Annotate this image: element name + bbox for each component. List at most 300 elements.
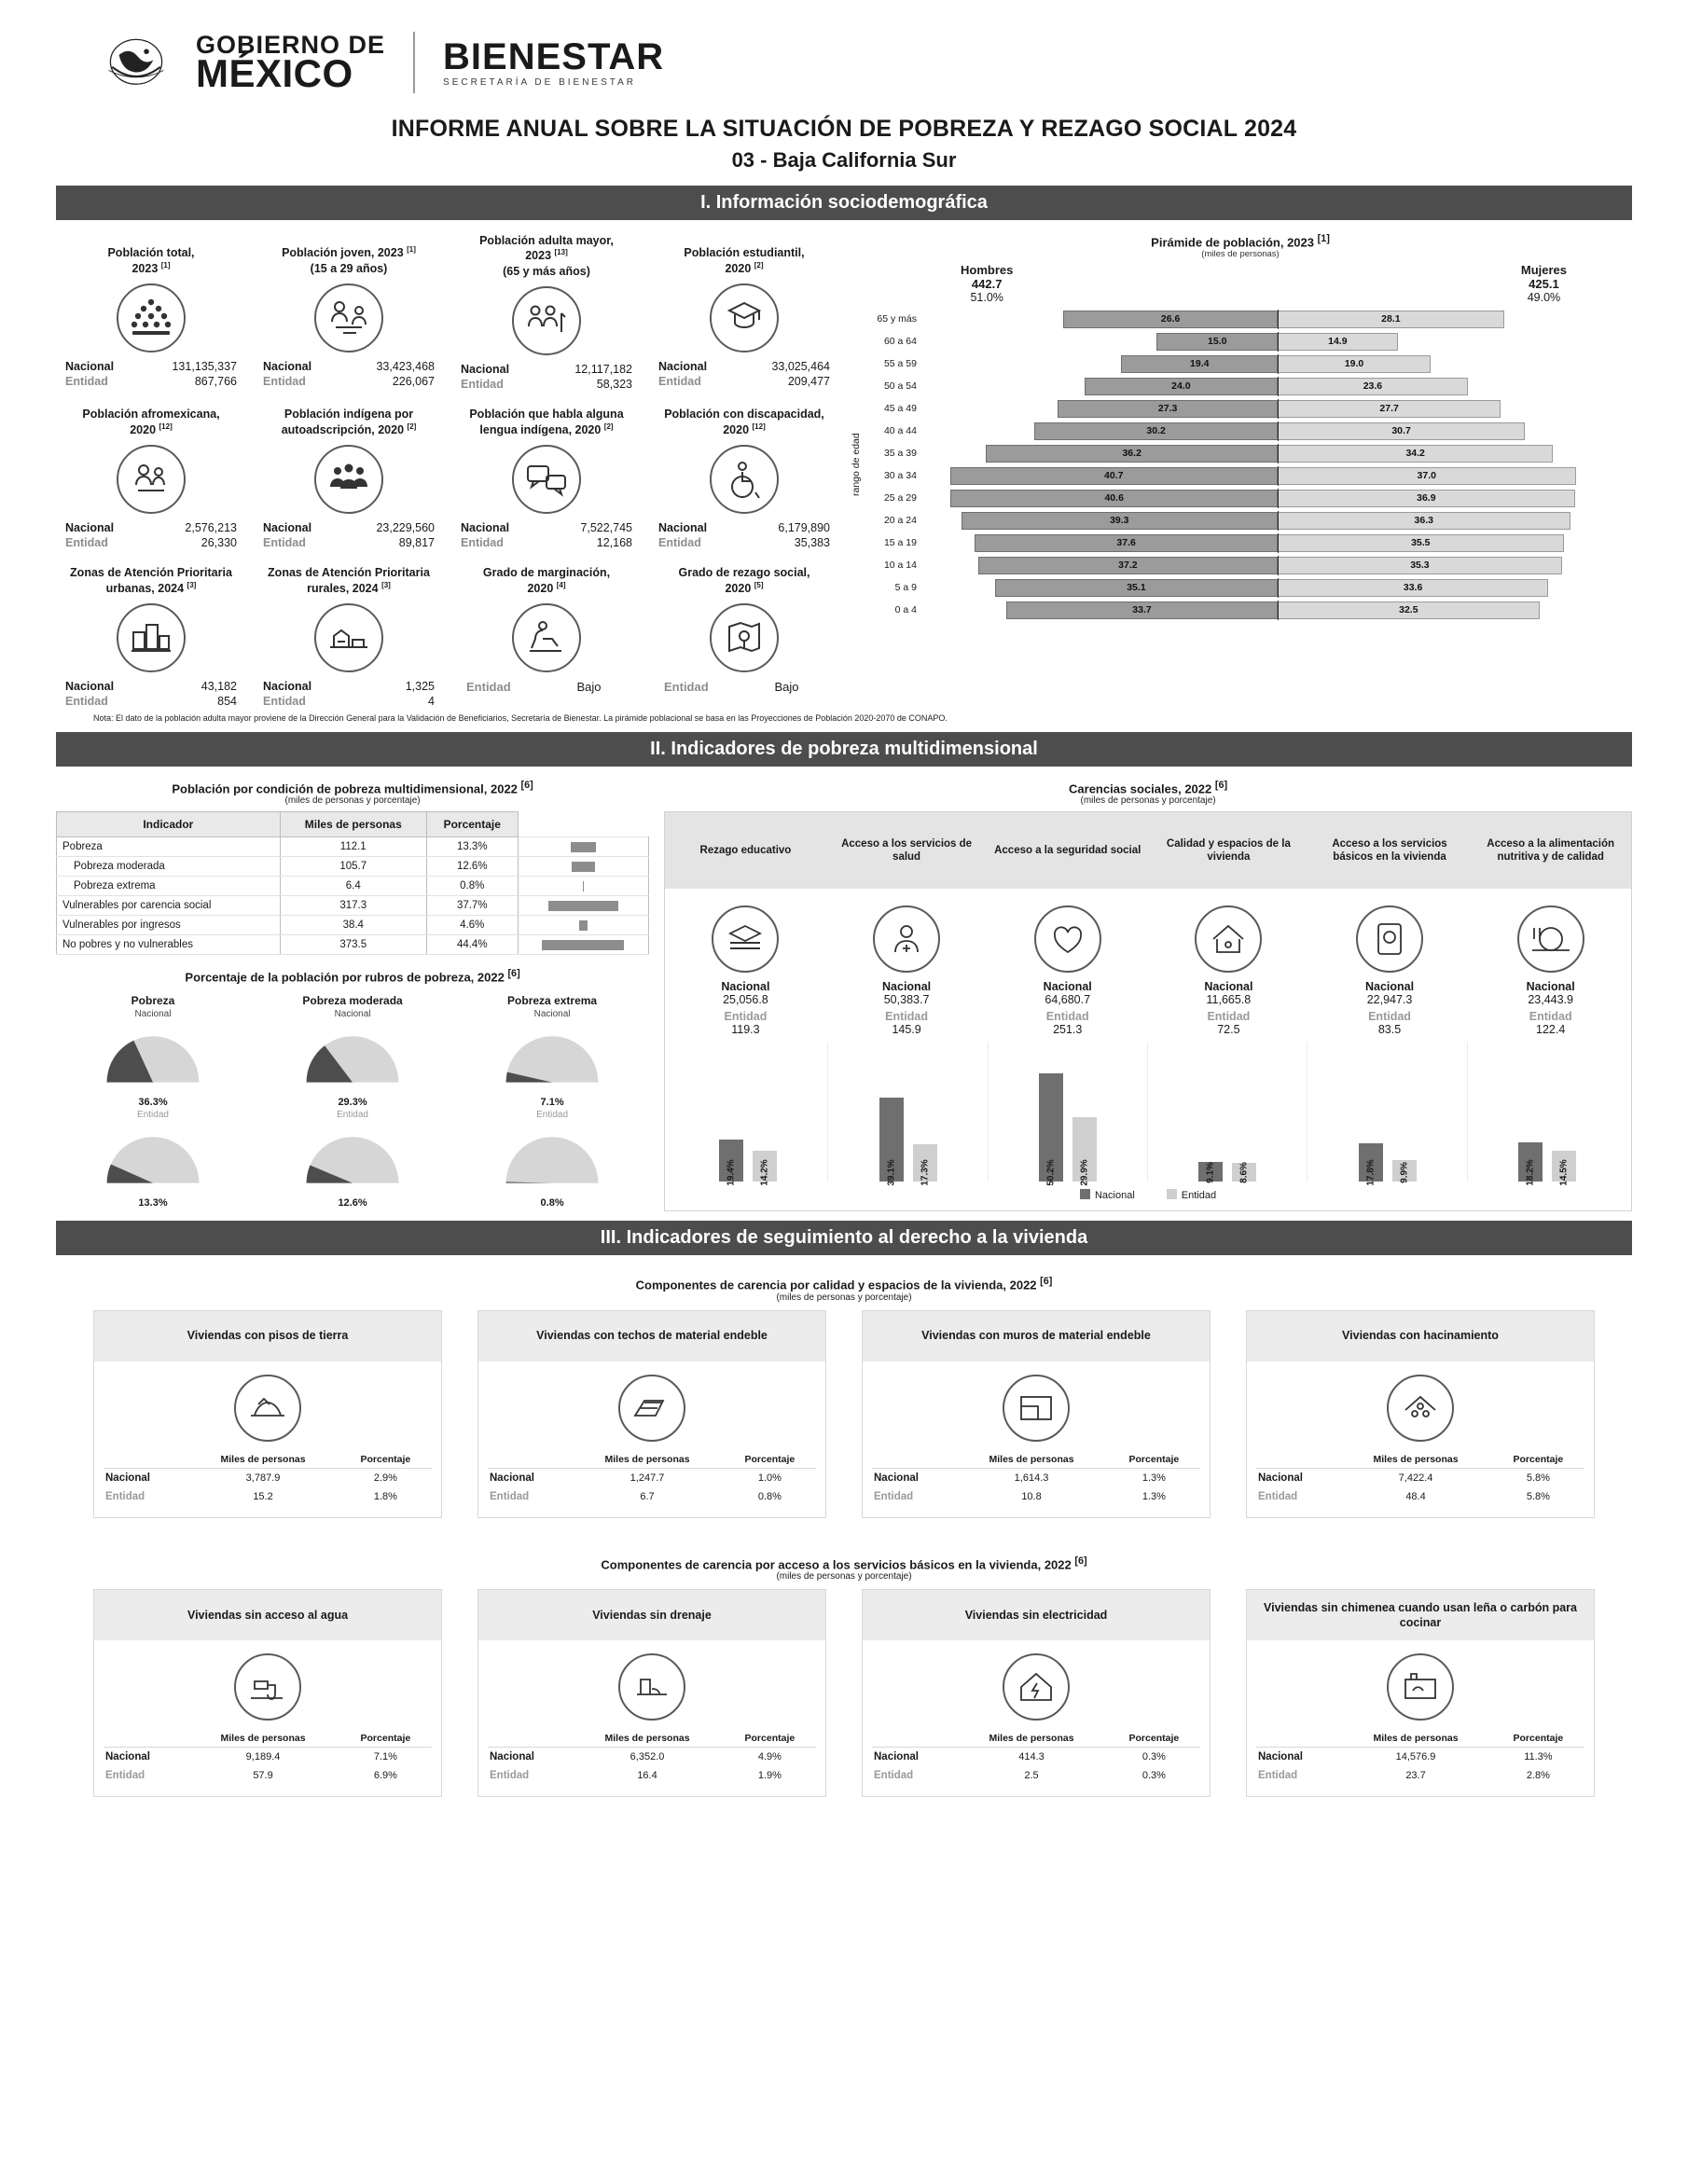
carencia-entidad-label: Entidad: [724, 1010, 768, 1024]
card-entidad-miles: 16.4: [637, 1769, 657, 1781]
carencias-bars: [665, 1042, 1631, 1186]
mujeres-total: 425.1: [1529, 277, 1559, 292]
indicator-sup: [1]: [407, 245, 416, 255]
entidad-label: Entidad: [461, 535, 504, 549]
col-porcentaje: Porcentaje: [426, 812, 518, 837]
piramide-legend-hombres: [961, 263, 1013, 304]
cell-miles: 317.3: [280, 896, 426, 916]
piramide-subtitle: (miles de personas): [1201, 249, 1280, 260]
indicator-title: Población estudiantil,: [684, 246, 805, 260]
carencia-entidad-label: Entidad: [1529, 1010, 1572, 1024]
nacional-value: 33,025,464: [771, 360, 830, 373]
cell-porcentaje: 0.8%: [426, 877, 518, 896]
card-entidad-pct: 0.3%: [1141, 1769, 1166, 1781]
cell-barra: [518, 935, 648, 955]
card-nacional-label: Nacional: [105, 1750, 150, 1762]
card-nacional-miles: 14,576.9: [1395, 1750, 1436, 1762]
card-nacional-miles: 1,247.7: [630, 1472, 665, 1484]
card-nacional-label: Nacional: [1258, 1750, 1303, 1762]
nacional-value: 33,423,468: [376, 360, 435, 373]
piramide-bar-hombres: 30.2: [1034, 422, 1278, 440]
table-row: [57, 857, 649, 877]
piramide-bar-mujeres: 36.3: [1278, 512, 1570, 530]
gauge-nacional-label: Nacional: [334, 1008, 371, 1019]
card-title: Viviendas sin chimenea cuando usan leña o carbón para cocinar: [1247, 1590, 1594, 1640]
piramide-bar-hombres: 24.0: [1085, 378, 1278, 395]
card-entidad-label: Entidad: [105, 1769, 145, 1781]
piramide-category: 50 a 54: [883, 380, 917, 393]
vivienda-card: [862, 1589, 1211, 1797]
poblacion-joven-icon: [314, 283, 383, 352]
nacional-value: 1,325: [405, 679, 435, 693]
adulta-mayor-icon: [512, 286, 581, 355]
seguridad-social-icon: [1034, 905, 1101, 973]
gauge-arc: [92, 1019, 214, 1092]
indicator-sup: [13]: [554, 248, 568, 257]
indicator-title: Grado de rezago social,: [678, 566, 810, 580]
table-row: [57, 877, 649, 896]
carencia-header: Rezago educativo: [699, 845, 792, 857]
card-col-empty: [488, 1451, 571, 1469]
indicator-sup: [3]: [381, 580, 391, 589]
card-table: [872, 1451, 1200, 1506]
card-title: Viviendas sin acceso al agua: [94, 1590, 441, 1640]
piramide-row: [864, 442, 1632, 464]
indicator-title-2: 2020: [725, 581, 754, 595]
carencias-title: Carencias sociales, 2022: [1069, 781, 1215, 796]
vivienda-card: [477, 1310, 826, 1518]
piramide-bar-mujeres: 36.9: [1278, 490, 1575, 507]
entidad-label: Entidad: [65, 375, 108, 388]
cell-barra: [518, 877, 648, 896]
card-col-pct: Porcentaje: [724, 1730, 816, 1748]
carencia-minichart: [828, 1042, 988, 1186]
card-nacional-pct: 0.3%: [1141, 1750, 1166, 1762]
piramide-row: [864, 375, 1632, 397]
gauge-entidad-value: 0.8%: [540, 1196, 564, 1209]
escudo-nacional-icon: [93, 33, 179, 92]
gauge-arc: [491, 1019, 613, 1092]
gauge-entidad: [256, 1120, 450, 1197]
poblacion-total-icon: [117, 283, 186, 352]
tabla-pobreza-title: Población por condición de pobreza multidimensional, 2022: [172, 781, 521, 796]
section-1-band: I. Información sociodemográfica: [56, 186, 1632, 220]
section-1-content: [56, 233, 1632, 708]
gauge-entidad: [455, 1120, 649, 1197]
card-row-nacional: [872, 1468, 1200, 1487]
cell-indicador: Pobreza: [57, 837, 281, 857]
table-row: [57, 896, 649, 916]
piramide-category: 40 a 44: [883, 425, 917, 437]
gauge-title: Pobreza moderada: [302, 993, 403, 1007]
table-header-row: [57, 812, 649, 837]
card-col-miles: Miles de personas: [955, 1451, 1107, 1469]
indicator-title-2: 2023: [525, 249, 555, 263]
cell-indicador: No pobres y no vulnerables: [57, 935, 281, 955]
gauge-nacional-value: 29.3%: [338, 1096, 367, 1108]
zap-rurales-icon: [314, 603, 383, 672]
carencia-nacional-miles: 64,680.7: [1045, 993, 1091, 1007]
card-entidad-label: Entidad: [874, 1490, 914, 1502]
piramide-row: [864, 599, 1632, 621]
vivienda-card: [477, 1589, 826, 1797]
basicos-sup: [6]: [1074, 1555, 1087, 1567]
piramide-bar-mujeres: 19.0: [1278, 355, 1431, 373]
card-nacional-miles: 7,422.4: [1398, 1472, 1433, 1484]
piramide-bar-hombres: 37.6: [975, 534, 1278, 552]
card-title: Viviendas con hacinamiento: [1247, 1311, 1594, 1362]
piramide-row: [864, 576, 1632, 599]
tabla-pobreza: [56, 811, 649, 955]
muros-endebles-icon: [1003, 1375, 1070, 1442]
cell-barra: [518, 857, 648, 877]
gauge-entidad-label: Entidad: [337, 1109, 368, 1120]
page-subtitle: 03 - Baja California Sur: [731, 148, 957, 172]
piramide-row: [864, 397, 1632, 420]
entidad-label: Entidad: [658, 375, 701, 388]
card-title: Viviendas con pisos de tierra: [94, 1311, 441, 1362]
entidad-label: Entidad: [65, 535, 108, 549]
card-nacional-pct: 7.1%: [373, 1750, 397, 1762]
vivienda-card: [1246, 1310, 1595, 1518]
carencia-minichart: [1308, 1042, 1467, 1186]
indicator-poblacion-joven: [254, 233, 444, 391]
indicator-sup: [12]: [752, 422, 766, 431]
card-col-empty: [104, 1451, 187, 1469]
indicator-title-2: lengua indígena, 2020: [479, 422, 604, 436]
piramide-bar-hombres: 36.2: [986, 445, 1278, 463]
entidad-label: Entidad: [263, 375, 306, 388]
cell-porcentaje: 12.6%: [426, 857, 518, 877]
estudiantil-icon: [710, 283, 779, 352]
carencias-header: [665, 812, 1631, 889]
card-nacional-label: Nacional: [105, 1472, 150, 1484]
hombres-label: Hombres: [961, 263, 1014, 278]
tabla-pobreza-subtitle: (miles de personas y porcentaje): [284, 795, 421, 807]
bienestar-wordmark: [443, 37, 664, 89]
indicator-zap-urbanas: [56, 553, 246, 708]
card-row-entidad: [872, 1487, 1200, 1506]
hombres-total: 442.7: [971, 277, 1003, 292]
page-title: INFORME ANUAL SOBRE LA SITUACIÓN DE POBREZA Y REZAGO SOCIAL 2024: [391, 116, 1297, 142]
cell-miles: 6.4: [280, 877, 426, 896]
marginacion-icon: [512, 603, 581, 672]
piramide-row: [864, 308, 1632, 330]
alimentacion-icon: [1517, 905, 1584, 973]
card-row-entidad: [872, 1766, 1200, 1785]
nacional-value: 6,179,890: [778, 520, 830, 534]
indicator-sup: [3]: [187, 580, 197, 589]
card-row-entidad: [104, 1766, 432, 1785]
card-row-entidad: [1256, 1766, 1584, 1785]
indicator-title-2: urbanas, 2024: [105, 581, 187, 595]
card-entidad-miles: 15.2: [253, 1490, 273, 1502]
piramide-bar-hombres: 40.6: [950, 490, 1278, 507]
indicator-discapacidad: [649, 394, 839, 549]
carencia-nacional-label: Nacional: [721, 980, 770, 994]
gauge-nacional: [455, 1019, 649, 1097]
piramide-category: 60 a 64: [883, 336, 917, 348]
card-col-pct: Porcentaje: [1108, 1451, 1200, 1469]
piramide-category: 15 a 19: [883, 537, 917, 549]
entidad-label: Entidad: [466, 679, 511, 694]
card-entidad-miles: 48.4: [1405, 1490, 1426, 1502]
piramide-bar-mujeres: 23.6: [1278, 378, 1468, 395]
carencias-sociales-block: [664, 780, 1632, 1211]
nacional-value: 23,229,560: [376, 520, 435, 534]
entidad-value: 854: [217, 694, 237, 708]
card-col-pct: Porcentaje: [1492, 1730, 1584, 1748]
basicos-title: Componentes de carencia por acceso a los servicios básicos en la vivienda, 2022: [601, 1556, 1075, 1571]
carencia-nacional-label: Nacional: [1364, 980, 1415, 994]
piramide-bar-mujeres: 14.9: [1278, 333, 1398, 351]
indicator-sup: [4]: [556, 580, 566, 589]
table-row: [57, 916, 649, 935]
card-row-entidad: [104, 1487, 432, 1506]
nacional-label: Nacional: [658, 360, 708, 373]
carencia-entidad-label: Entidad: [1368, 1010, 1411, 1024]
gauge: [56, 994, 250, 1209]
nacional-label: Nacional: [461, 520, 510, 534]
piramide-category: 20 a 24: [883, 515, 917, 527]
entidad-value: 209,477: [787, 375, 830, 388]
piramide-legend-mujeres: [1521, 263, 1567, 304]
entidad-label: Entidad: [263, 694, 306, 708]
carencias-legend: [665, 1182, 1631, 1210]
indicator-title-2: 2020: [130, 422, 159, 436]
carencia-nacional-label: Nacional: [1204, 980, 1253, 994]
bar-nacional: 17.8%: [1359, 1143, 1383, 1182]
bar-entidad: 14.5%: [1552, 1151, 1576, 1182]
card-nacional-label: Nacional: [874, 1472, 919, 1484]
card-col-empty: [104, 1730, 187, 1748]
indicator-sup: [2]: [407, 422, 417, 431]
afromexicana-icon: [117, 445, 186, 514]
bar-nacional: 18.2%: [1518, 1142, 1543, 1182]
carencia-cell: [987, 889, 1148, 1042]
card-table: [488, 1451, 816, 1506]
piramide-category: 55 a 59: [883, 358, 917, 370]
entidad-value: 226,067: [392, 375, 435, 388]
pisos-tierra-icon: [234, 1375, 301, 1442]
carencia-nacional-label: Nacional: [1043, 980, 1092, 994]
section-3-band: III. Indicadores de seguimiento al derecho a la vivienda: [56, 1221, 1632, 1255]
piramide-category: 35 a 39: [883, 448, 917, 460]
carencia-minichart: [1148, 1042, 1308, 1182]
card-table: [1256, 1730, 1584, 1785]
piramide-bar-hombres: 27.3: [1058, 400, 1278, 418]
sociodemografico-grid: [56, 233, 839, 708]
card-nacional-label: Nacional: [490, 1472, 534, 1484]
carencia-nacional-miles: 22,947.3: [1366, 993, 1413, 1007]
carencia-cell: [826, 889, 988, 1042]
carencia-cell: [1309, 889, 1471, 1042]
cell-porcentaje: 4.6%: [426, 916, 518, 935]
rubros-title: Porcentaje de la población por rubros de pobreza, 2022: [185, 970, 508, 985]
basicos-subtitle: (miles de personas y porcentaje): [776, 1570, 912, 1582]
carencia-entidad-miles: 251.3: [1053, 1023, 1083, 1037]
card-entidad-miles: 6.7: [640, 1490, 655, 1502]
card-row-entidad: [488, 1487, 816, 1506]
carencia-entidad-label: Entidad: [1207, 1010, 1251, 1024]
card-table: [104, 1730, 432, 1785]
cell-porcentaje: 44.4%: [426, 935, 518, 955]
bar-nacional: 19.4%: [719, 1140, 743, 1182]
carencia-nacional-miles: 23,443.9: [1528, 993, 1573, 1007]
card-col-empty: [872, 1730, 955, 1748]
card-nacional-label: Nacional: [1258, 1472, 1303, 1484]
card-col-pct: Porcentaje: [339, 1730, 432, 1748]
carencias-values: [665, 889, 1631, 1042]
card-row-nacional: [488, 1468, 816, 1487]
card-entidad-label: Entidad: [1258, 1490, 1298, 1502]
piramide-row: [864, 509, 1632, 532]
mujeres-share: 49.0%: [1527, 291, 1561, 305]
card-row-nacional: [1256, 1747, 1584, 1766]
indicator-title: Grado de marginación,: [482, 566, 611, 580]
calidad-cards: [56, 1310, 1632, 1518]
piramide-row: [864, 487, 1632, 509]
carencia-entidad-miles: 119.3: [731, 1023, 760, 1037]
entidad-value: 58,323: [596, 377, 632, 391]
mujeres-label: Mujeres: [1520, 263, 1567, 278]
cell-indicador: Pobreza extrema: [57, 877, 281, 896]
piramide-row: [864, 464, 1632, 487]
gauge-entidad-label: Entidad: [536, 1109, 569, 1120]
entidad-label: Entidad: [263, 535, 306, 549]
card-nacional-pct: 5.8%: [1526, 1472, 1550, 1484]
sin-drenaje-icon: [618, 1653, 685, 1721]
cell-indicador: Vulnerables por ingresos: [57, 916, 281, 935]
piramide-sup: [1]: [1317, 233, 1330, 244]
carencia-entidad-miles: 122.4: [1536, 1023, 1566, 1037]
calidad-title: Componentes de carencia por calidad y espacios de la vivienda, 2022: [635, 1278, 1041, 1292]
hombres-share: 51.0%: [970, 291, 1003, 305]
cell-barra: [518, 896, 648, 916]
piramide-rows: [864, 308, 1632, 621]
piramide-category: 0 a 4: [894, 604, 917, 616]
calidad-sup: [6]: [1040, 1276, 1053, 1288]
gauge-nacional: [256, 1019, 450, 1097]
entidad-value: 26,330: [201, 535, 237, 549]
card-col-miles: Miles de personas: [187, 1451, 339, 1469]
piramide-row: [864, 554, 1632, 576]
card-nacional-miles: 6,352.0: [630, 1750, 665, 1762]
card-title: Viviendas sin drenaje: [478, 1590, 825, 1640]
gauge-entidad-label: Entidad: [137, 1109, 169, 1120]
nacional-value: 43,182: [201, 679, 237, 693]
indicator-sup: [5]: [754, 580, 764, 589]
card-nacional-miles: 414.3: [1018, 1750, 1045, 1762]
indicator-sup: [12]: [159, 422, 173, 431]
card-entidad-label: Entidad: [1258, 1769, 1298, 1781]
card-row-nacional: [872, 1747, 1200, 1766]
piramide-bar-hombres: 40.7: [950, 467, 1279, 485]
card-nacional-pct: 1.3%: [1141, 1472, 1166, 1484]
card-entidad-label: Entidad: [874, 1769, 914, 1781]
indicator-title: Población adulta mayor,: [479, 234, 614, 247]
gauge-arc: [92, 1120, 214, 1193]
indicator-title-2: rurales, 2024: [307, 581, 382, 595]
table-row: [57, 935, 649, 955]
piramide-category: 65 y más: [877, 313, 917, 325]
indicator-title: Población con discapacidad,: [664, 408, 824, 422]
indicator-title-2: 2020: [527, 581, 557, 595]
carencia-header: Acceso a los servicios de salud: [841, 837, 973, 864]
nacional-label: Nacional: [263, 360, 312, 373]
sin-chimenea-icon: [1387, 1653, 1454, 1721]
card-entidad-label: Entidad: [490, 1490, 530, 1502]
gauge-title: Pobreza extrema: [507, 993, 598, 1007]
indicator-rezago-social: [649, 553, 839, 708]
indicator-sup: [2]: [603, 422, 614, 431]
cell-miles: 38.4: [280, 916, 426, 935]
nacional-label: Nacional: [658, 520, 708, 534]
tabla-pobreza-sup: [6]: [520, 779, 533, 791]
card-row-entidad: [1256, 1487, 1584, 1506]
vivienda-card: [93, 1589, 442, 1797]
legend-nacional: [1080, 1189, 1135, 1201]
gauge-title: Pobreza: [131, 993, 175, 1007]
piramide-bar-hombres: 26.6: [1063, 311, 1278, 328]
carencia-nacional-miles: 25,056.8: [723, 993, 768, 1007]
piramide-bar-mujeres: 35.5: [1278, 534, 1564, 552]
indicator-title-2: 2023: [131, 261, 161, 275]
card-col-miles: Miles de personas: [187, 1730, 339, 1748]
zap-urbanas-icon: [117, 603, 186, 672]
carencia-header: Acceso a la alimentación nutritiva y de calidad: [1487, 837, 1615, 864]
carencias-sup: [6]: [1214, 779, 1228, 791]
carencia-entidad-miles: 72.5: [1217, 1023, 1240, 1037]
gauge: [455, 994, 649, 1209]
vivienda-card: [1246, 1589, 1595, 1797]
cell-miles: 373.5: [280, 935, 426, 955]
piramide-bar-mujeres: 27.7: [1278, 400, 1501, 418]
indicator-lengua-indigena: [451, 394, 642, 549]
carencia-nacional-miles: 50,383.7: [883, 993, 930, 1007]
piramide-bar-hombres: 33.7: [1006, 601, 1278, 619]
piramide-bar-mujeres: 28.1: [1278, 311, 1504, 328]
piramide-poblacion-chart: [849, 233, 1632, 708]
card-col-empty: [488, 1730, 571, 1748]
card-col-miles: Miles de personas: [1339, 1730, 1491, 1748]
nacional-label: Nacional: [263, 679, 312, 693]
card-entidad-pct: 1.3%: [1141, 1490, 1166, 1502]
card-table: [1256, 1451, 1584, 1506]
discapacidad-icon: [710, 445, 779, 514]
gauge-nacional-value: 7.1%: [540, 1096, 564, 1108]
entidad-label: Entidad: [658, 535, 701, 549]
nacional-label: Nacional: [263, 520, 312, 534]
indicator-title-2: autoadscripción, 2020: [281, 422, 408, 436]
piramide-bar-hombres: 35.1: [995, 579, 1278, 597]
carencia-cell: [1470, 889, 1631, 1042]
carencia-minichart: [669, 1042, 828, 1186]
calidad-subtitle: (miles de personas y porcentaje): [776, 1292, 912, 1303]
indicator-title: Población indígena por: [284, 408, 414, 422]
calidad-vivienda-icon: [1195, 905, 1262, 973]
carencias-subtitle: (miles de personas y porcentaje): [1080, 795, 1216, 807]
card-title: Viviendas sin electricidad: [863, 1590, 1210, 1640]
bar-entidad: 17.3%: [913, 1144, 937, 1182]
carencia-entidad-label: Entidad: [1045, 1010, 1089, 1024]
card-table: [872, 1730, 1200, 1785]
nacional-label: Nacional: [65, 520, 115, 534]
gauge-entidad: [56, 1120, 250, 1197]
carencia-nacional-label: Nacional: [1526, 980, 1575, 994]
gauge-entidad-value: 13.3%: [138, 1196, 168, 1209]
card-entidad-miles: 57.9: [253, 1769, 273, 1781]
